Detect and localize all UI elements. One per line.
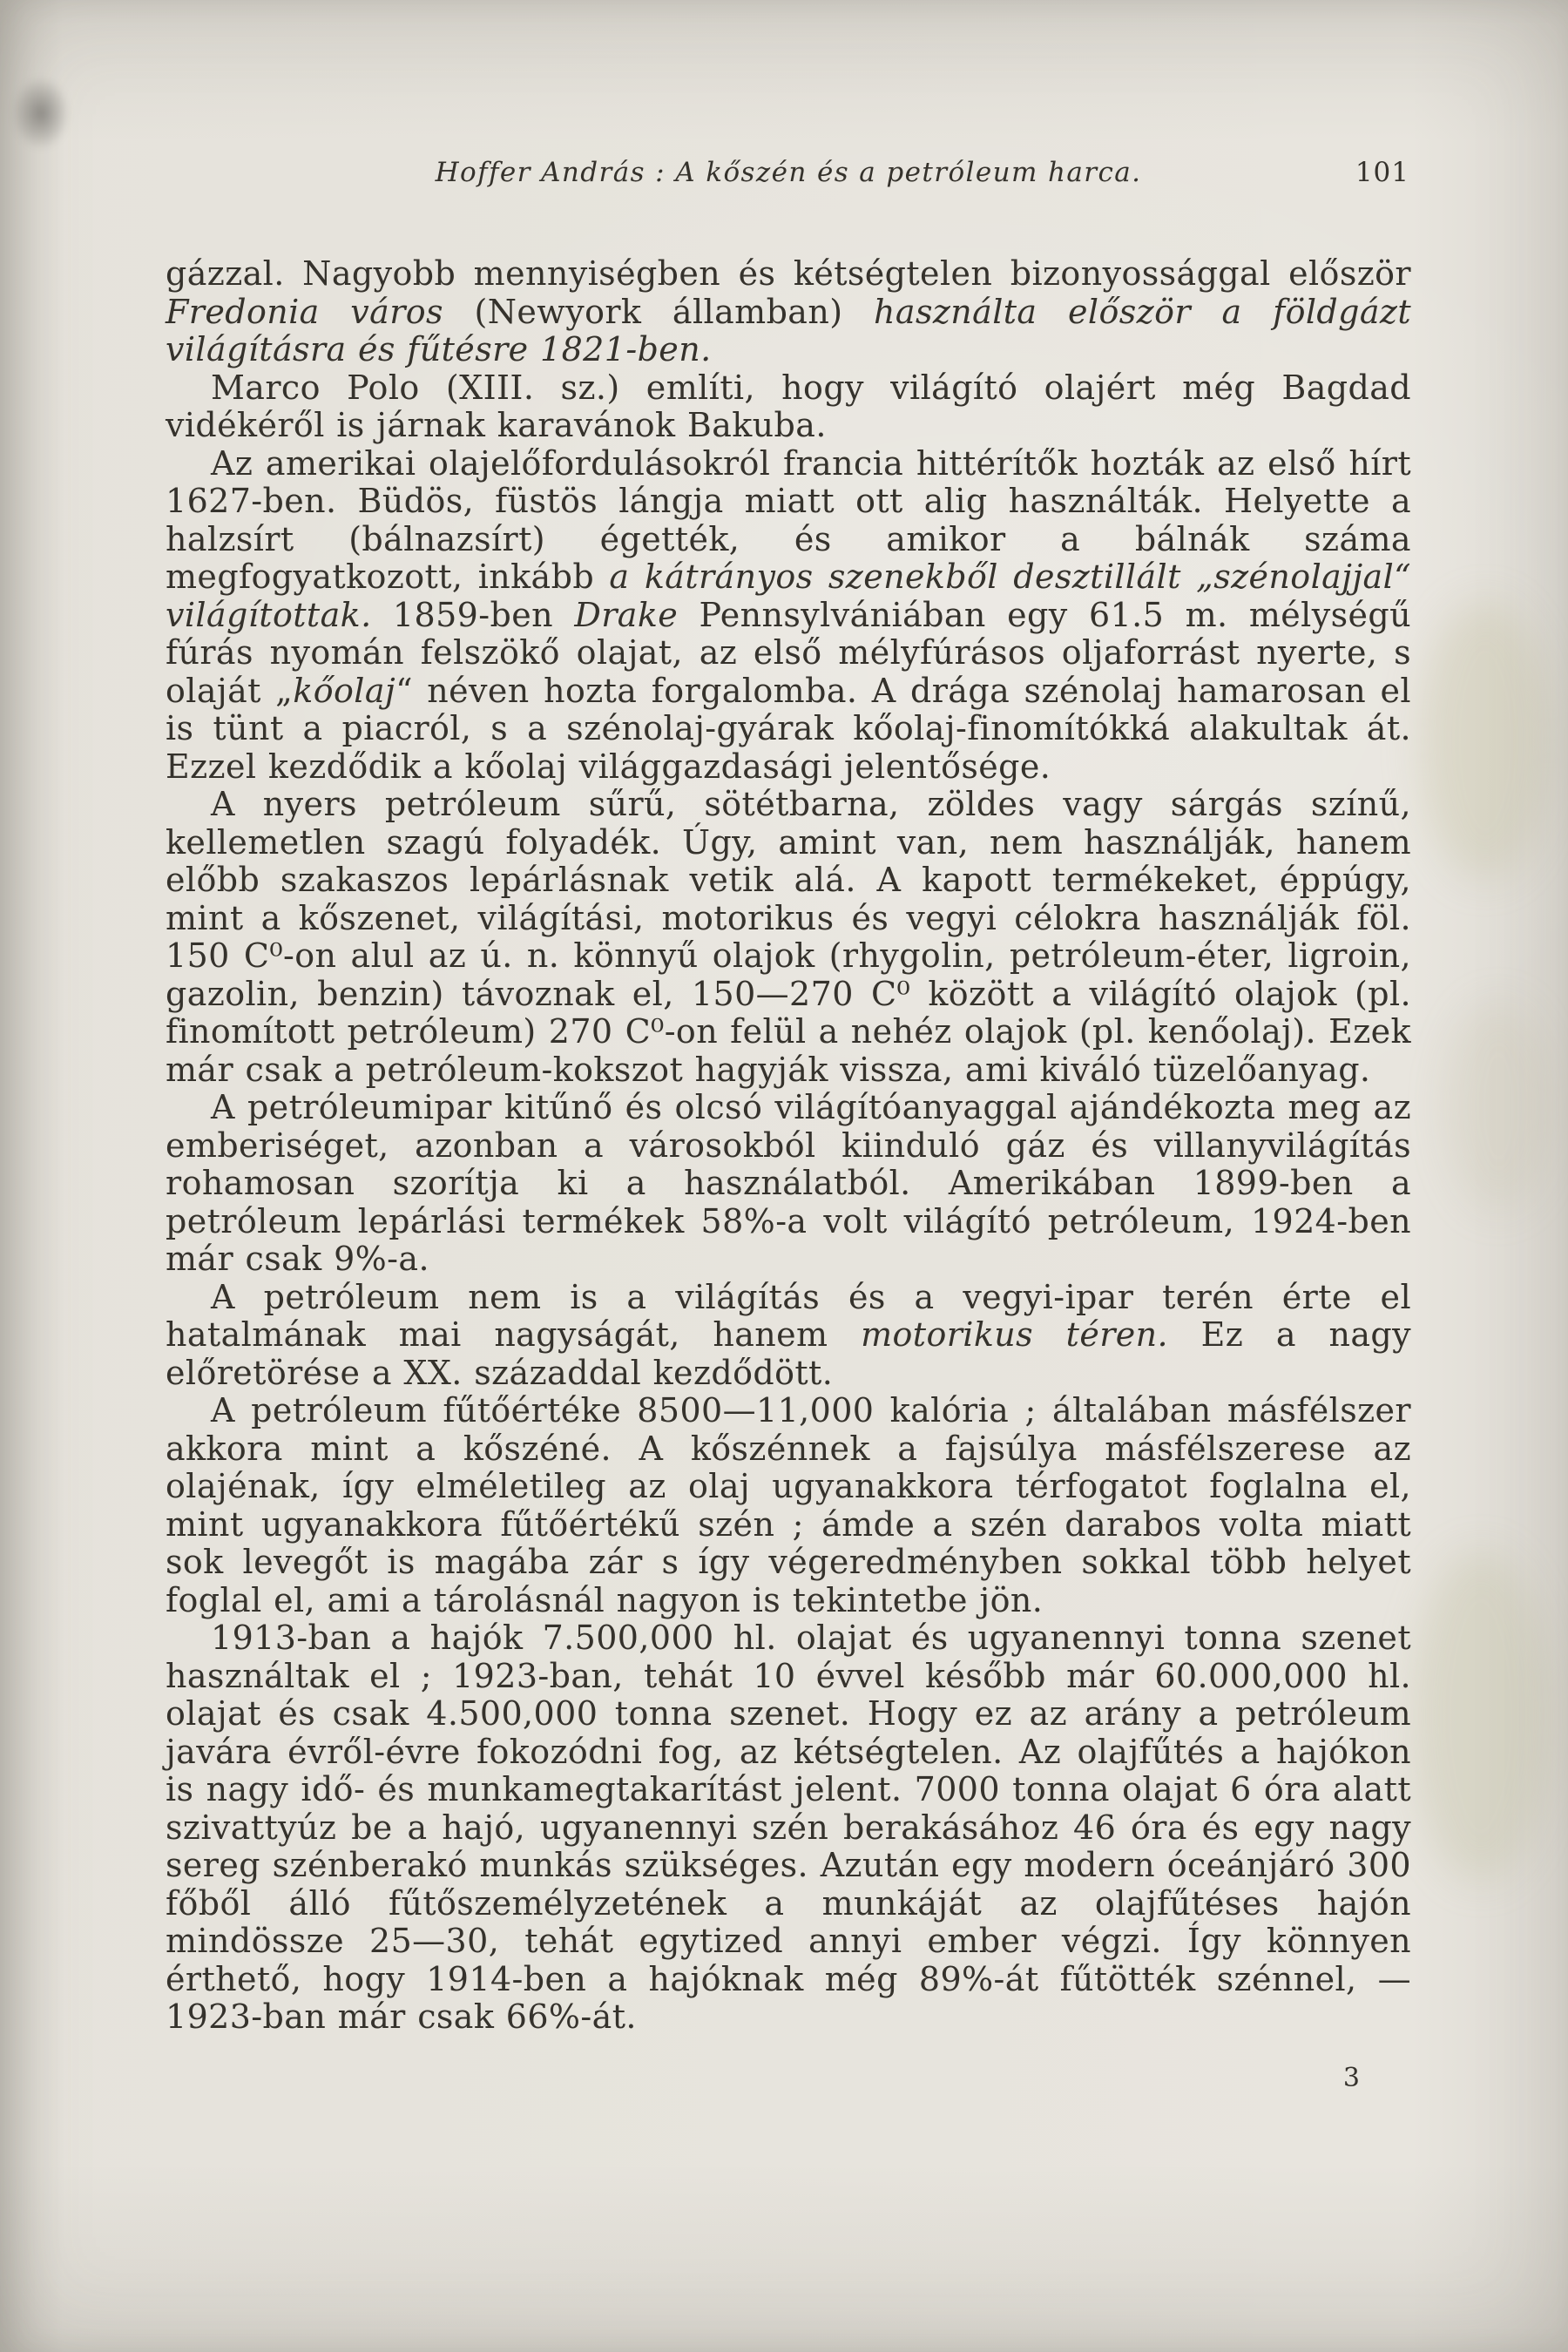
text-segment: Ez a nagy előretörése a XX. századdal kezdődött. <box>166 1315 1412 1392</box>
paragraph <box>166 1619 1411 2037</box>
text-segment: A nyers petróleum sűrű, sötétbarna, zöldes vagy sárgás színű, kellemetlen szagú folyadék. Úgy, amint van, nem használják, hanem előbb szakaszos lepárlásnak vetik alá. A kapott termékeket, éppúgy, mint a kőszenet, világítási, motorikus és vegyi célokra használják föl. 150 C⁰-on alul az ú. n. könnyű olajok (rhygolin, petróleum-éter, ligroin, gazolin, benzin) távoznak el, 150—270 C⁰ között a világító olajok (pl. finomított petróleum) 270 C⁰-on felül a nehéz olajok (pl. kenőolaj). Ezek már csak a petróleum-kokszot hagyják vissza, ami kiváló tüzelőanyag. <box>166 785 1411 1089</box>
signature-mark: 3 <box>1342 2062 1361 2093</box>
italic-text-segment: kőolaj <box>293 671 396 710</box>
paragraph <box>166 1392 1411 1619</box>
text-segment: 1859-ben <box>371 595 575 634</box>
scan-smudge-artifact <box>12 77 70 150</box>
italic-text-segment: a kátrányos szenekből desztillált „szénolajjal“ világítottak. <box>166 558 1411 634</box>
text-segment: 1913-ban a hajók 7.500,000 hl. olajat és ugyanennyi tonna szenet használtak el ; 1923-ban, tehát 10 évvel később már 60.000,000 hl. olajat és csak 4.500,000 tonna szenet. Hogy ez az arány a petróleum javára évről-évre fokozódni fog, az kétségtelen. Az olajfűtés a hajókon is nagy idő- és munkamegtakarítást jelent. 7000 tonna olajat 6 óra alatt szivattyúz be a hajó, ugyanennyi szén berakásához 46 óra és egy nagy sereg szénberakó munkás szükséges. Azután egy modern óceánjáró 300 főből álló fűtőszemélyzetének a munkáját az olajfűtéses hajón mindössze 25—30, tehát egytized annyi ember végzi. Így könnyen érthető, hogy 1914-ben a hajóknak még 89%-át fűtötték szénnel, — 1923-ban már csak 66%-át. <box>166 1619 1411 2036</box>
text-block <box>166 255 1411 2097</box>
text-segment: A petróleumipar kitűnő és olcsó világítóanyaggal ajándékozta meg az emberiséget, azonban a városokból kiinduló gáz és villanyvilágítás rohamosan szorítja ki a használatból. Amerikában 1899-ben a petróleum lepárlási termékek 58%-a volt világító petróleum, 1924-ben már csak 9%-a. <box>166 1088 1411 1278</box>
italic-text-segment: használta először a földgázt világításra és fűtésre 1821-ben. <box>166 292 1412 368</box>
page-header <box>166 157 1411 188</box>
text-segment: gázzal. Nagyobb mennyiségben és kétségtelen bizonyossággal először <box>166 254 1411 293</box>
italic-text-segment: Drake <box>574 595 679 634</box>
running-title: Hoffer András : A kőszén és a petróleum harca. <box>435 157 1142 188</box>
paragraph <box>166 255 1411 369</box>
italic-text-segment: motorikus téren. <box>861 1315 1169 1354</box>
paragraph <box>166 1089 1411 1279</box>
italic-text-segment: Fredonia város <box>166 292 443 331</box>
text-segment: Az amerikai olajelőfordulásokról francia hittérítők hozták az első hírt 1627-ben. Büdös, füstös lángja miatt ott alig használták. Helyette a halzsírt (bálnazsírt) égették, és amikor a bálnák száma megfogyatkozott, inkább <box>166 443 1411 596</box>
paragraph <box>166 1279 1411 1393</box>
paragraph-list <box>166 255 1411 2037</box>
text-segment: A petróleum fűtőértéke 8500—11,000 kalória ; általában másfélszer akkora mint a kőszéné. A kőszénnek a fajsúlya másfélszerese az olajénak, így elméletileg az olaj ugyanakkora térfogatot foglalna el, mint ugyanakkora fűtőértékű szén ; ámde a szén darabos volta miatt sok levegőt is magába zár s így végeredményben sokkal több helyet foglal el, ami a tárolásnál nagyon is tekintetbe jön. <box>166 1391 1411 1619</box>
text-segment: A petróleum nem is a világítás és a vegyi-ipar terén érte el hatalmának mai nagyságát, hanem <box>166 1277 1411 1354</box>
page-number: 101 <box>1355 157 1409 188</box>
paragraph <box>166 786 1411 1089</box>
scan-stain-artifact <box>1411 1551 1551 1882</box>
text-segment: Marco Polo (XIII. sz.) említi, hogy világító olajért még Bagdad vidékéről is járnak karavánok Bakuba. <box>166 368 1411 444</box>
scan-stain-artifact <box>1446 1002 1551 1211</box>
scan-stain-artifact <box>1420 601 1551 880</box>
paragraph <box>166 369 1411 445</box>
paragraph <box>166 445 1411 787</box>
text-segment: Pennsylvániában egy 61.5 m. mélységű fúrás nyomán felszökő olajat, az első mélyfúrásos oljaforrást nyerte, s olaját „ <box>166 595 1411 710</box>
text-segment: “ néven hozta forgalomba. A drága szénolaj hamarosan el is tünt a piacról, s a szénolaj-gyárak kőolaj-finomítókká alakultak át. Ezzel kezdődik a kőolaj világgazdasági jelentősége. <box>166 671 1411 786</box>
text-segment: (Newyork államban) <box>443 292 875 331</box>
